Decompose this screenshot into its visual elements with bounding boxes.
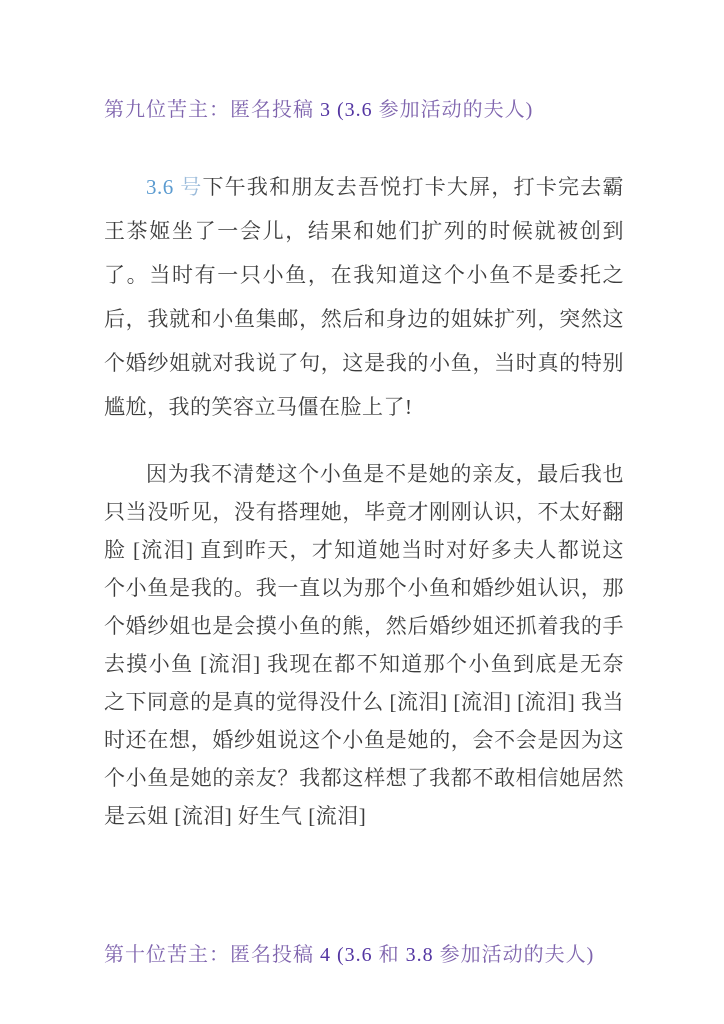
heading-paren: ( xyxy=(331,99,345,121)
heading-date: 3.6 xyxy=(344,944,373,966)
paragraph-story-1 xyxy=(104,165,624,429)
section-heading-victim-10 xyxy=(104,943,624,968)
heading-date: 3.8 xyxy=(405,944,434,966)
paragraph-text: 下午我和朋友去吾悦打卡大屏，打卡完去霸王茶姬坐了一会儿，结果和她们扩列的时候就被创到了。当时有一只小鱼，在我知道这个小鱼不是委托之后，我就和小鱼集邮，然后和身边的姐妹扩列，突然这个婚纱姐就对我说了句，这是我的小鱼，当时真的特别尴尬，我的笑容立马僵在脸上了! xyxy=(104,175,625,419)
heading-text: 第九位苦主：匿名投稿 xyxy=(104,99,320,121)
heading-conjunction: 和 xyxy=(372,944,406,966)
heading-date: 3.6 xyxy=(344,99,373,121)
heading-text: 第十位苦主：匿名投稿 xyxy=(104,944,320,966)
heading-text: 参加活动的夫人) xyxy=(433,944,595,966)
paragraph-text: 因为我不清楚这个小鱼是不是她的亲友，最后我也只当没听见，没有搭理她，毕竟才刚刚认识，不太好翻脸 [流泪] 直到昨天，才知道她当时对好多夫人都说这个小鱼是我的。我一直以为那个小鱼和婚纱姐认识，那个婚纱姐也是会摸小鱼的熊，然后婚纱姐还抓着我的手去摸小鱼 [流泪] 我现在都不知道那个小鱼到底是无奈之下同意的是真的觉得没什么 [流泪] [流泪] [流泪] 我当时还在想，婚纱姐说这个小鱼是她的，会不会是因为这个小鱼是她的亲友？我都这样想了我都不敢相信她居然是云姐 [流泪] 好生气 [流泪] xyxy=(104,462,624,828)
heading-paren: ( xyxy=(331,944,345,966)
heading-text: 参加活动的夫人) xyxy=(372,99,534,121)
date-link: 3.6 xyxy=(146,175,174,199)
date-suffix: 号 xyxy=(173,175,203,199)
section-heading-victim-9 xyxy=(104,98,624,123)
paragraph-story-2 xyxy=(104,455,624,835)
heading-number: 3 xyxy=(320,99,331,121)
heading-number: 4 xyxy=(320,944,331,966)
